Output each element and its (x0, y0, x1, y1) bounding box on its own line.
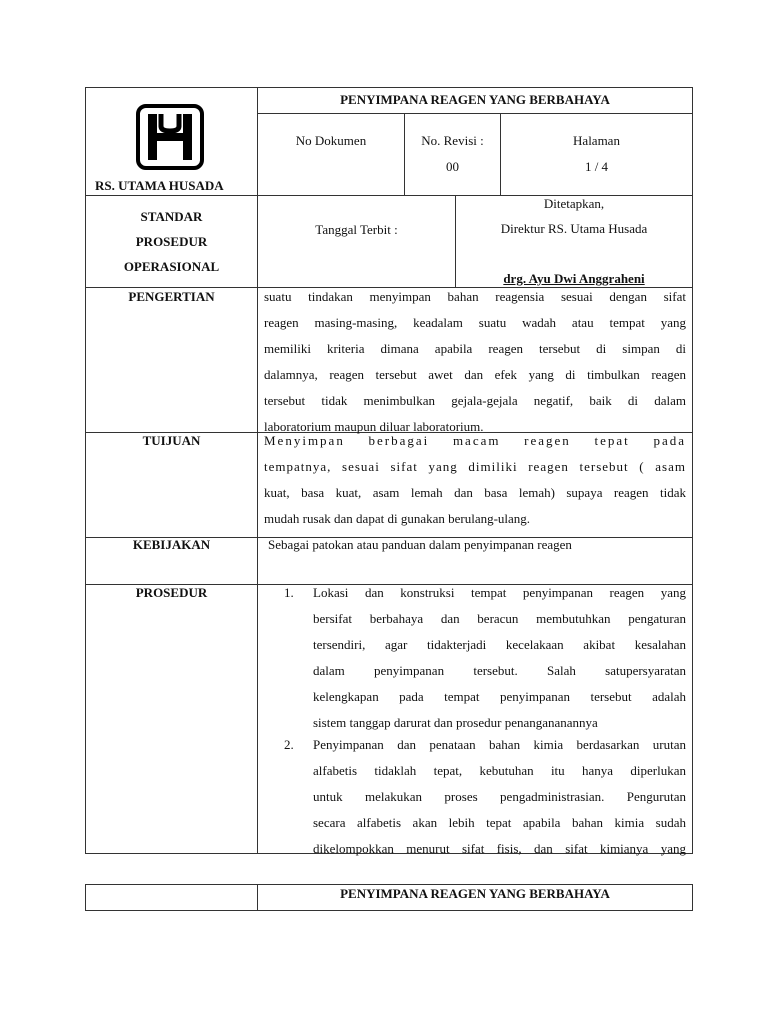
pengertian-text (264, 284, 686, 440)
prosedur-line: sistem tanggap darurat dan prosedur penangananannya (313, 715, 598, 730)
tujuan-line: mudah rusak dan dapat di gunakan berulang-ulang. (264, 511, 531, 526)
pengertian-line: memiliki kriteria dimana apabila reagen tersebut di simpan di (264, 341, 686, 356)
sop-label-line1: STANDAR (140, 209, 203, 224)
prosedur-line: dikelompokkan menurut sifat fisis, dan sifat kimianya yang (313, 841, 686, 856)
tujuan-line: Menyimpan berbagai macam reagen tepat pada (264, 433, 686, 448)
no-revisi-value: 00 (446, 159, 459, 174)
table-title-divider (257, 113, 693, 114)
next-table-border-left (85, 884, 86, 911)
kebijakan-text: Sebagai patokan atau panduan dalam penyimpanan reagen (268, 537, 572, 552)
prosedur-line: tersendiri, agar tidakterjadi kecelakaan akibat kesalahan (313, 637, 686, 652)
pengertian-line: dalamnya, reagen tersebut awet dan efek yang di timbulkan reagen (264, 367, 686, 382)
document-title: PENYIMPANA REAGEN YANG BERBAHAYA (340, 92, 610, 107)
prosedur-line: secara alfabetis akan lebih tepat apabila bahan kimia sudah (313, 815, 686, 830)
prosedur-label: PROSEDUR (135, 585, 208, 600)
hospital-name: RS. UTAMA HUSADA (95, 178, 224, 193)
pengertian-label: PENGERTIAN (128, 289, 215, 304)
prosedur-line: Lokasi dan konstruksi tempat penyimpanan reagen yang (313, 585, 686, 600)
table-border-right (692, 87, 693, 854)
tujuan-line: kuat, basa kuat, asam lemah dan basa lemah) supaya reagen tidak (264, 485, 686, 500)
table-border-left (85, 87, 86, 854)
sop-label-line3: OPERASIONAL (123, 259, 220, 274)
tujuan-text (264, 428, 686, 532)
prosedur-item-1 (313, 580, 686, 736)
prosedur-item-number: 2. (284, 737, 294, 752)
pengertian-line: laboratorium maupun diluar laboratorium. (264, 419, 484, 434)
no-dokumen-label: No Dokumen (295, 133, 367, 148)
direktur-text: Direktur RS. Utama Husada (500, 221, 648, 236)
prosedur-line: alfabetis tidaklah tepat, kebutuhan itu hanya diperlukan (313, 763, 686, 778)
prosedur-line: Penyimpanan dan penataan bahan kimia berdasarkan urutan (313, 737, 686, 752)
tujuan-label: TUIJUAN (142, 433, 201, 448)
pengertian-line: reagen masing-masing, keadalam suatu wadah atau tempat yang (264, 315, 686, 330)
prosedur-line: kelengkapan pada tempat penyimpanan tersebut adalah (313, 689, 686, 704)
prosedur-line: untuk melakukan proses pengadministrasian. Pengurutan (313, 789, 686, 804)
table-column-divider (257, 87, 258, 854)
no-revisi-label: No. Revisi : (421, 133, 484, 148)
prosedur-item-2 (313, 732, 686, 862)
pengertian-line: tersebut tidak menimbulkan gejala-gejala negatif, baik di dalam (264, 393, 686, 408)
prosedur-line: dalam penyimpanan tersebut. Salah satupersyaratan (313, 663, 686, 678)
signatory-name: drg. Ayu Dwi Anggraheni (503, 271, 645, 286)
tujuan-line: tempatnya, sesuai sifat yang dimiliki reagen tersebut ( asam (264, 459, 686, 474)
ditetapkan-text: Ditetapkan, (543, 196, 605, 211)
pengertian-line: suatu tindakan menyimpan bahan reagensia sesuai dengan sifat (264, 289, 686, 304)
prosedur-item-number: 1. (284, 585, 294, 600)
sop-label-line2: PROSEDUR (135, 234, 208, 249)
next-page-title: PENYIMPANA REAGEN YANG BERBAHAYA (340, 886, 610, 901)
next-table-border-bottom (85, 910, 693, 911)
tanggal-terbit-label: Tanggal Terbit : (315, 222, 398, 237)
halaman-label: Halaman (573, 133, 620, 148)
kebijakan-label: KEBIJAKAN (132, 537, 211, 552)
rs-utama-husada-logo-icon (136, 104, 204, 170)
halaman-value: 1 / 4 (584, 159, 609, 174)
prosedur-line: bersifat berbahaya dan beracun membutuhkan pengaturan (313, 611, 686, 626)
